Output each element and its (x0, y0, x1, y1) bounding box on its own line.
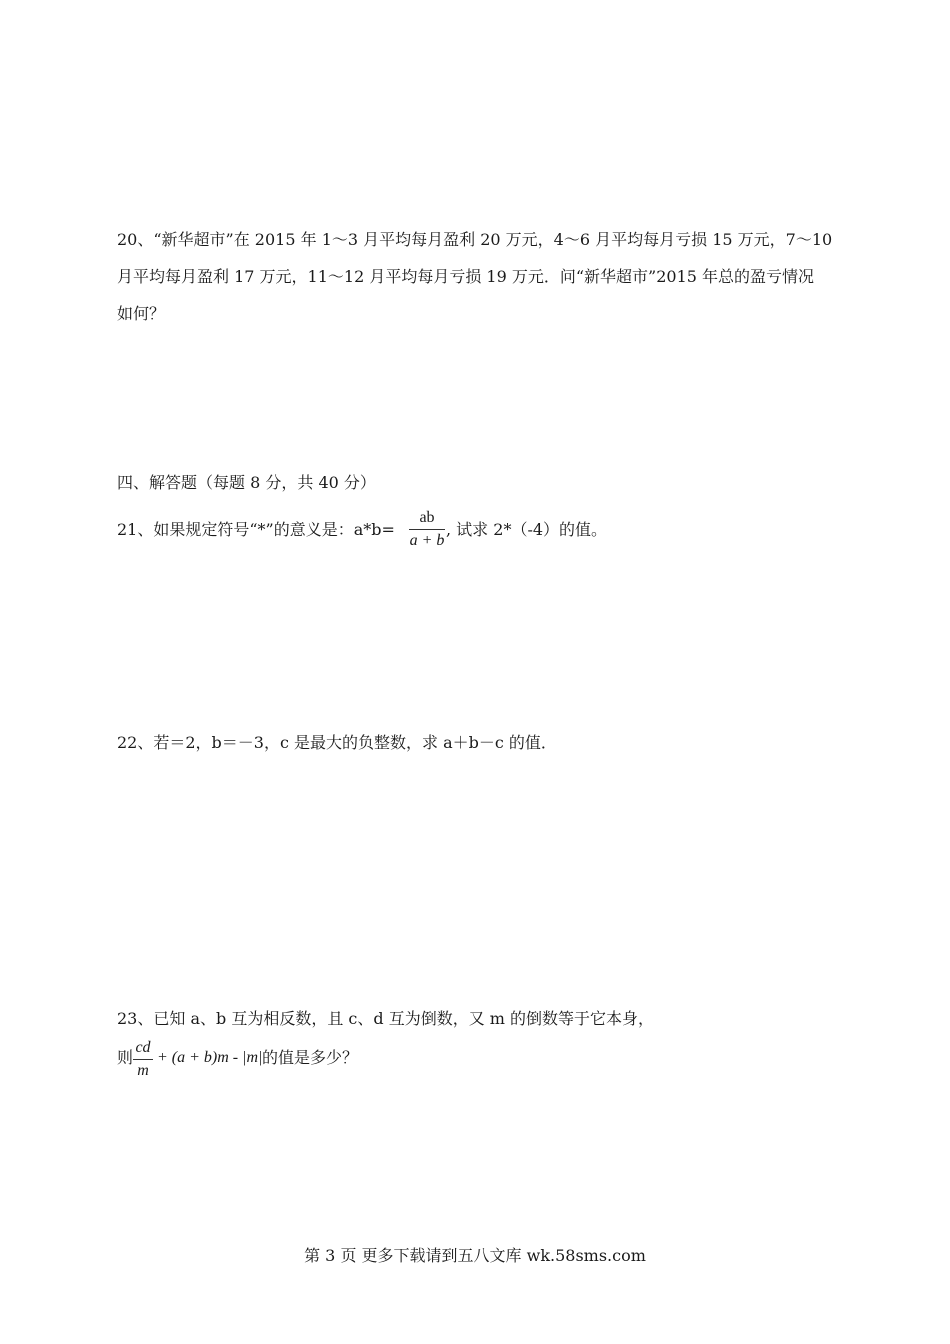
question-23-fraction (133, 1038, 153, 1081)
fraction-numerator: cd (135, 1039, 151, 1056)
fraction-numerator: ab (419, 509, 435, 526)
question-20-line-3: 如何？ (117, 304, 166, 323)
fraction-denominator: a + b (409, 532, 445, 549)
question-23-suffix: 的值是多少？ (262, 1048, 359, 1067)
page-footer: 第 3 页 更多下载请到五八文库 wk.58sms.com (304, 1246, 646, 1265)
question-21-fraction (409, 508, 445, 551)
question-21-suffix: , 试求 2*（-4）的值。 (446, 520, 608, 539)
question-21-prefix: 21、如果规定符号“*”的意义是：a*b= (117, 520, 395, 539)
question-20-line-2: 月平均每月盈利 17 万元，11～12 月平均每月亏损 19 万元．问“新华超市”2015 年总的盈亏情况 (117, 267, 815, 286)
question-23-line-1: 23、已知 a、b 互为相反数，且 c、d 互为倒数，又 m 的倒数等于它本身， (117, 1009, 655, 1028)
fraction-bar (133, 1059, 153, 1060)
fraction-bar (409, 529, 445, 530)
question-20-line-1: 20、“新华超市”在 2015 年 1～3 月平均每月盈利 20 万元，4～6 月平均每月亏损 15 万元，7～10 (117, 230, 833, 249)
question-23-prefix: 则 (117, 1048, 134, 1067)
fraction-denominator: m (137, 1062, 149, 1079)
section-heading: 四、解答题（每题 8 分，共 40 分） (117, 473, 376, 492)
question-23-expression: + (a + b)m - |m| (157, 1049, 263, 1066)
question-22: 22、若＝2，b＝－3，c 是最大的负整数，求 a＋b－c 的值． (117, 733, 557, 752)
